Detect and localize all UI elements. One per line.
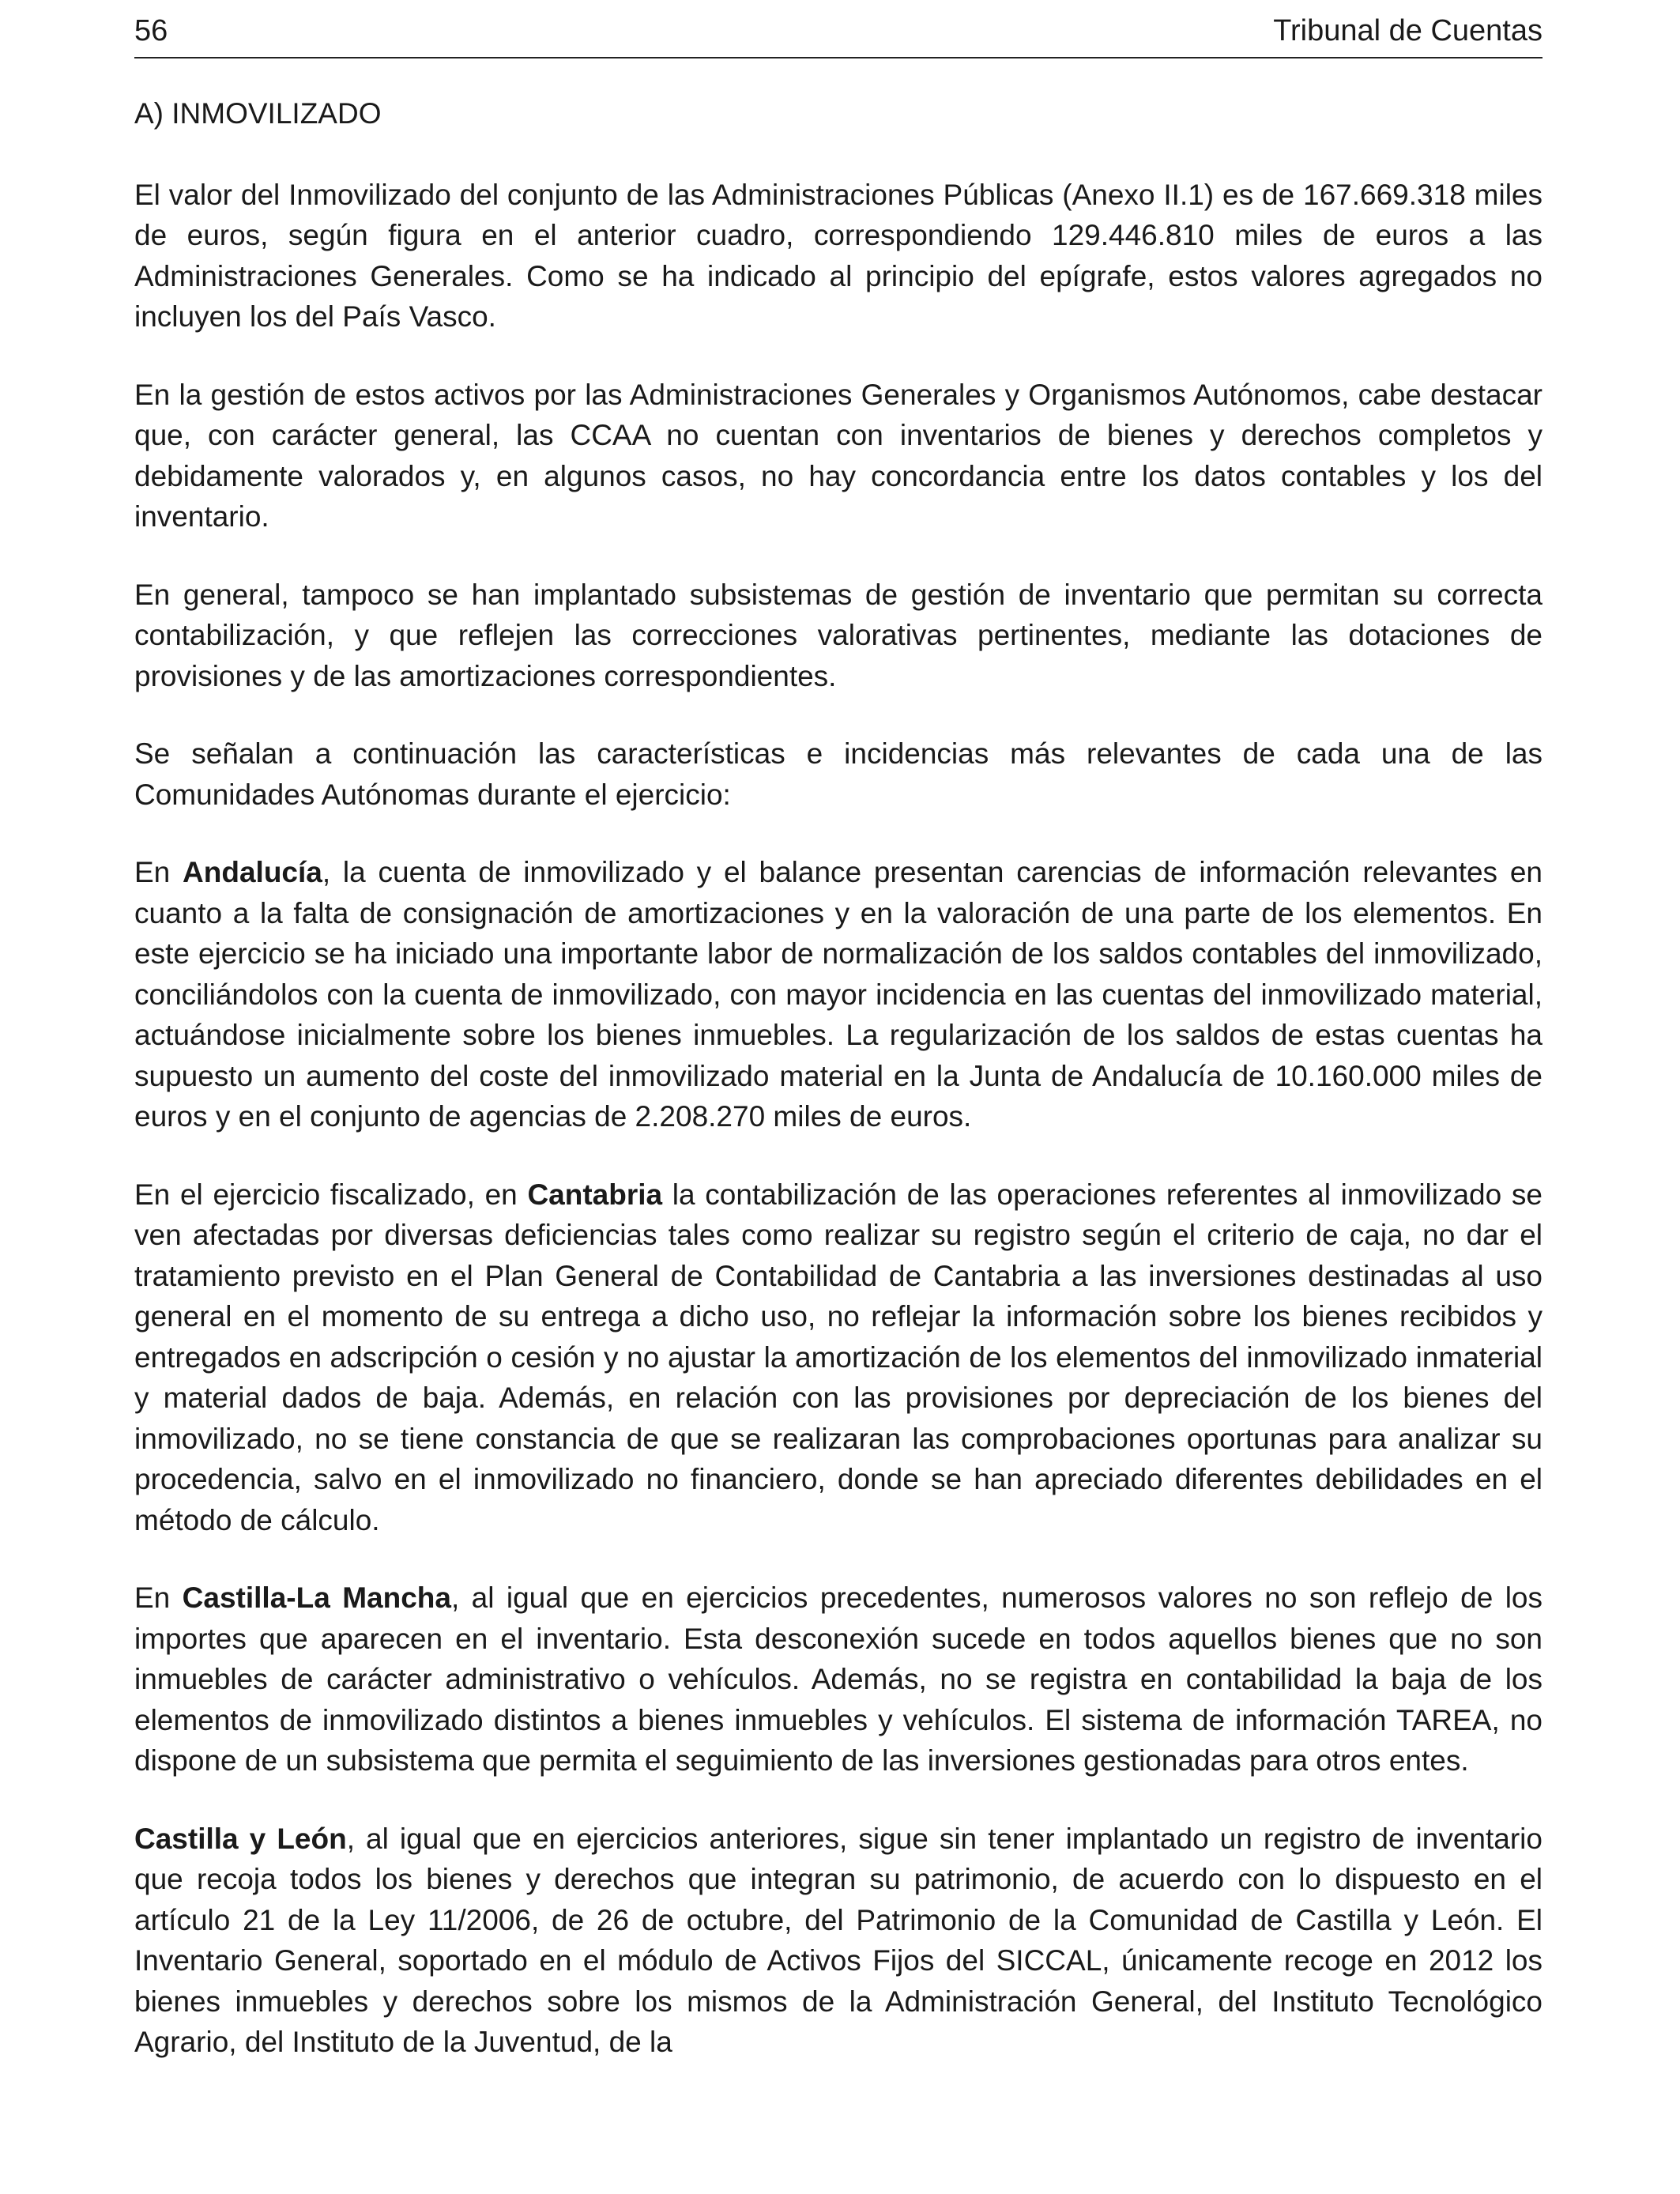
text-before: En (134, 1581, 183, 1614)
section-heading: A) INMOVILIZADO (134, 97, 382, 130)
text-after: , al igual que en ejercicios anteriores, sigue sin tener implantado un registro de inventario que recoja todos los bienes y derechos que integran su patrimonio, de acuerdo con lo dispuesto en el artículo 21 de la Ley 11/2006, de 26 de octubre, del Patrimonio de la Comunidad de Castilla y León. El Inventario General, soportado en el módulo de Activos Fijos del SICCAL, únicamente recoge en 2012 los bienes inmuebles y derechos sobre los mismos de la Administración General, del Instituto Tecnológico Agrario, del Instituto de la Juventud, de la (134, 1822, 1543, 2058)
paragraph-inmovilizado-value: El valor del Inmovilizado del conjunto de las Administraciones Públicas (Anexo II.1) es de 167.669.318 miles de euros, según figura en el anterior cuadro, correspondiendo 129.446.810 miles de euros a las Administraciones Generales. Como se ha indicado al principio del epígrafe, estos valores agregados no incluyen los del País Vasco. (134, 178, 1543, 333)
paragraph-inventory-subsystems: En general, tampoco se han implantado subsistemas de gestión de inventario que permitan su correcta contabilización, y que reflejen las correcciones valorativas pertinentes, mediante las dotaciones de provisiones y de las amortizaciones correspondientes. (134, 578, 1543, 692)
text-after: , al igual que en ejercicios precedentes, numerosos valores no son reflejo de los importes que aparecen en el inventario. Esta desconexión sucede en todos aquellos bienes que no son inmuebles de carácter administrativo o vehículos. Además, no se registra en contabilidad la baja de los elementos de inmovilizado distintos a bienes inmuebles y vehículos. El sistema de información TAREA, no dispone de un subsistema que permita el seguimiento de las inversiones gestionadas para otros entes. (134, 1581, 1543, 1777)
paragraph-andalucia (134, 852, 1543, 1137)
header-organization: Tribunal de Cuentas (1273, 14, 1543, 47)
text-before: En (134, 856, 183, 888)
page-header (134, 11, 1543, 58)
paragraph-cantabria (134, 1174, 1543, 1541)
region-name-castilla-y-leon: Castilla y León (134, 1822, 347, 1855)
paragraph-castilla-y-leon (134, 1819, 1543, 2063)
paragraph-asset-management: En la gestión de estos activos por las Administraciones Generales y Organismos Autónomos, cabe destacar que, con carácter general, las CCAA no cuentan con inventarios de bienes y derechos completos y debidamente valorados y, en algunos casos, no hay concordancia entre los datos contables y los del inventario. (134, 378, 1543, 533)
region-name-cantabria: Cantabria (527, 1178, 663, 1211)
text-after: la contabilización de las operaciones referentes al inmovilizado se ven afectadas por diversas deficiencias tales como realizar su registro según el criterio de caja, no dar el tratamiento previsto en el Plan General de Contabilidad de Cantabria a las inversiones destinadas al uso general en el momento de su entrega a dicho uso, no reflejar la información sobre los bienes recibidos y entregados en adscripción o cesión y no ajustar la amortización de los elementos del inmovilizado inmaterial y material dados de baja. Además, en relación con las provisiones por depreciación de los bienes del inmovilizado, no se tiene constancia de que se realizaran las comprobaciones oportunas para analizar su procedencia, salvo en el inmovilizado no financiero, donde se han apreciado diferentes debilidades en el método de cálculo. (134, 1178, 1543, 1536)
document-body (134, 93, 1543, 2100)
text-before: En el ejercicio fiscalizado, en (134, 1178, 528, 1211)
region-name-andalucia: Andalucía (183, 856, 322, 888)
text-after: , la cuenta de inmovilizado y el balance presentan carencias de información relevantes en cuanto a la falta de consignación de amortizaciones y en la valoración de una parte de los elementos. En este ejercicio se ha iniciado una importante labor de normalización de los saldos contables del inmovilizado, conciliándolos con la cuenta de inmovilizado, con mayor incidencia en las cuentas del inmovilizado material, actuándose inicialmente sobre los bienes inmuebles. La regularización de los saldos de estas cuentas ha supuesto un aumento del coste del inmovilizado material en la Junta de Andalucía de 10.160.000 miles de euros y en el conjunto de agencias de 2.208.270 miles de euros. (134, 856, 1543, 1133)
paragraph-castilla-la-mancha (134, 1578, 1543, 1781)
paragraph-intro-communities: Se señalan a continuación las características e incidencias más relevantes de cada una de las Comunidades Autónomas durante el ejercicio: (134, 737, 1543, 811)
region-name-castilla-la-mancha: Castilla-La Mancha (182, 1581, 451, 1614)
page-number: 56 (134, 14, 168, 47)
